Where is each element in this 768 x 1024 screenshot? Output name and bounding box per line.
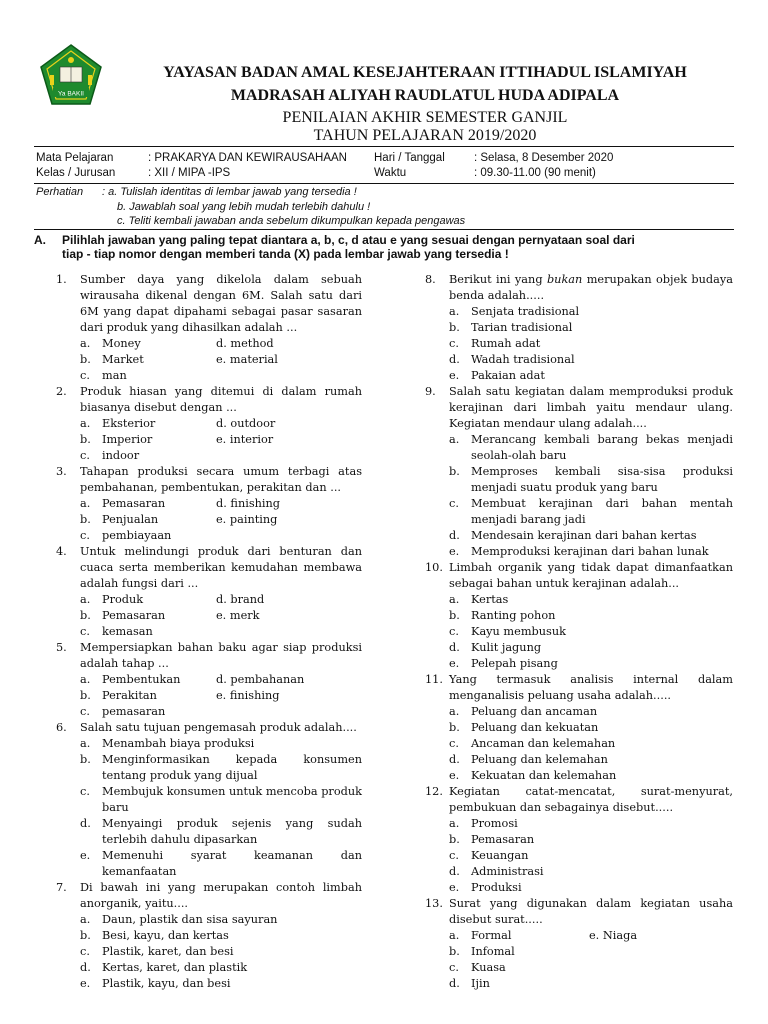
answer-option — [80, 448, 362, 464]
answer-options — [425, 704, 733, 784]
answer-option — [449, 768, 733, 784]
class-value: : XII / MIPA -IPS — [148, 167, 231, 179]
answer-options — [425, 592, 733, 672]
option-text: Kulit jagung — [471, 641, 542, 654]
answer-option — [449, 944, 733, 960]
answer-option — [449, 960, 733, 976]
option-text: Menginformasikan kepada konsumen tentang produk yang dijual — [102, 753, 362, 782]
question-item — [425, 672, 733, 784]
question-number: 12. — [425, 785, 443, 798]
answer-option — [80, 624, 362, 640]
option-text: Kuasa — [471, 961, 506, 974]
option-text: Peluang dan kelemahan — [471, 753, 608, 766]
answer-options — [56, 592, 362, 640]
option-letter: c. — [80, 625, 90, 638]
option-text: Administrasi — [471, 865, 544, 878]
option-letter: c. — [449, 497, 459, 510]
option-text: Membuat kerajinan dari bahan mentah menjadi barang jadi — [471, 497, 733, 526]
answer-option — [80, 368, 362, 384]
answer-option — [80, 688, 362, 704]
question-item — [425, 896, 733, 992]
question-number: 11. — [425, 673, 443, 686]
answer-option — [80, 848, 362, 880]
option-text: Ranting pohon — [471, 609, 556, 622]
answer-option — [449, 976, 733, 992]
answer-option — [449, 352, 733, 368]
answer-option — [80, 528, 362, 544]
option-letter: b. — [80, 433, 91, 446]
option-text: d. outdoor — [216, 417, 276, 430]
answer-option — [449, 608, 733, 624]
option-text: Besi, kayu, dan kertas — [102, 929, 229, 942]
option-text: Memproduksi kerajinan dari bahan lunak — [471, 545, 709, 558]
attention-item: b. Jawablah soal yang lebih mudah terlebih dahulu ! — [117, 201, 371, 213]
option-letter: b. — [80, 753, 91, 766]
option-text: Produksi — [471, 881, 522, 894]
option-letter: a. — [80, 913, 91, 926]
question-number: 7. — [56, 881, 67, 894]
option-text: e. finishing — [216, 689, 280, 702]
option-letter: e. — [80, 977, 91, 990]
answer-options — [425, 304, 733, 384]
option-text: man — [102, 369, 127, 382]
question-number: 8. — [425, 273, 436, 286]
option-text: Pelepah pisang — [471, 657, 558, 670]
question-text — [56, 272, 362, 336]
question-item — [56, 880, 362, 992]
question-item — [425, 384, 733, 560]
question-body: Untuk melindungi produk dari benturan dan cuaca serta memberikan kemudahan membawa adalah fungsi dari ... — [80, 545, 362, 590]
question-item — [56, 544, 362, 640]
question-text — [425, 896, 733, 928]
option-letter: a. — [80, 673, 91, 686]
option-letter: a. — [80, 593, 91, 606]
school-name: MADRASAH ALIYAH RAUDLATUL HUDA ADIPALA — [230, 87, 620, 104]
answer-option — [80, 432, 362, 448]
question-body: Salah satu tujuan pengemasah produk adalah.... — [80, 721, 357, 734]
question-item — [425, 784, 733, 896]
option-letter: b. — [449, 833, 460, 846]
option-text: Kertas, karet, dan plastik — [102, 961, 248, 974]
question-number: 1. — [56, 273, 67, 286]
answer-option — [449, 528, 733, 544]
option-text: Money — [102, 337, 141, 350]
option-text: Pemasaran — [471, 833, 535, 846]
answer-option — [80, 352, 362, 368]
option-text: e. interior — [216, 433, 274, 446]
answer-option — [449, 496, 733, 528]
question-number: 10. — [425, 561, 443, 574]
option-letter: b. — [80, 513, 91, 526]
option-letter: d. — [449, 641, 460, 654]
option-letter: b. — [80, 609, 91, 622]
option-letter: c. — [80, 369, 90, 382]
question-body: Surat yang digunakan dalam kegiatan usaha disebut surat..... — [449, 897, 733, 926]
answer-options — [56, 336, 362, 384]
question-body: Sumber daya yang dikelola dalam sebuah wirausaha dikenal dengan 6M. Salah satu dari 6M yang dapat dipahami sebagai pasar sasaran dari produk yang dihasilkan adalah ... — [80, 273, 362, 334]
option-letter: c. — [80, 705, 90, 718]
option-letter: c. — [449, 337, 459, 350]
section-instruction: Pilihlah jawaban yang paling tepat diantara a, b, c, d atau e yang sesuai dengan pernyataan soal dari — [62, 233, 635, 247]
answer-option — [449, 832, 733, 848]
option-text: d. brand — [216, 593, 265, 606]
question-item — [56, 720, 362, 880]
option-letter: b. — [449, 945, 460, 958]
attention-item: c. Teliti kembali jawaban anda sebelum dikumpulkan kepada pengawas — [117, 215, 466, 227]
answer-option — [80, 928, 362, 944]
option-text: e. material — [216, 353, 278, 366]
school-year: TAHUN PELAJARAN 2019/2020 — [313, 127, 537, 144]
option-letter: b. — [80, 689, 91, 702]
option-letter: a. — [449, 929, 460, 942]
questions-right-column — [425, 272, 733, 992]
option-letter: d. — [449, 865, 460, 878]
answer-option — [449, 304, 733, 320]
option-letter: b. — [449, 465, 460, 478]
answer-option — [449, 848, 733, 864]
answer-option — [80, 416, 362, 432]
question-text — [425, 560, 733, 592]
logo-text: Ya BAKII — [58, 90, 84, 98]
question-body: Yang termasuk analisis internal dalam menganalisis peluang usaha adalah..... — [449, 673, 733, 702]
answer-option — [80, 736, 362, 752]
option-text: Kekuatan dan kelemahan — [471, 769, 617, 782]
option-text: Pembentukan — [102, 673, 181, 686]
answer-option — [80, 976, 362, 992]
question-body: Produk hiasan yang ditemui di dalam rumah biasanya disebut dengan ... — [80, 385, 362, 414]
questions-left-column — [56, 272, 362, 992]
answer-option — [449, 320, 733, 336]
question-body: Kegiatan catat-mencatat, surat-menyurat, pembukuan dan sebagainya disebut..... — [449, 785, 733, 814]
question-number: 6. — [56, 721, 67, 734]
question-text — [425, 672, 733, 704]
option-letter: b. — [449, 609, 460, 622]
option-text: Peluang dan ancaman — [471, 705, 598, 718]
option-text: e. painting — [216, 513, 278, 526]
option-text: Kayu membusuk — [471, 625, 566, 638]
option-letter: a. — [449, 817, 460, 830]
answer-options — [56, 912, 362, 992]
option-text: Peluang dan kekuatan — [471, 721, 599, 734]
answer-option — [449, 656, 733, 672]
option-letter: e. — [449, 369, 460, 382]
answer-option — [449, 928, 733, 944]
option-letter: a. — [449, 305, 460, 318]
option-letter: e. — [449, 769, 460, 782]
answer-option — [449, 704, 733, 720]
question-text — [56, 384, 362, 416]
answer-option — [449, 464, 733, 496]
option-text: Memenuhi syarat keamanan dan kemanfaatan — [102, 849, 362, 878]
option-letter: c. — [80, 449, 90, 462]
question-body: Salah satu kegiatan dalam memproduksi produk kerajinan dari limbah yaitu mendaur ulang. Kegiatan mendaur ulang adalah.... — [449, 385, 733, 430]
question-text — [425, 784, 733, 816]
option-text: Imperior — [102, 433, 153, 446]
option-text: pemasaran — [102, 705, 166, 718]
question-text — [56, 464, 362, 496]
question-number: 4. — [56, 545, 67, 558]
option-letter: b. — [449, 721, 460, 734]
answer-option — [449, 544, 733, 560]
divider-top — [34, 146, 734, 147]
question-item — [56, 272, 362, 384]
question-text — [56, 544, 362, 592]
option-text: Merancang kembali barang bekas menjadi seolah-olah baru — [471, 433, 733, 462]
answer-option — [449, 640, 733, 656]
option-letter: a. — [80, 337, 91, 350]
option-letter: c. — [449, 737, 459, 750]
answer-option — [449, 864, 733, 880]
time-value: : 09.30-11.00 (90 menit) — [474, 167, 596, 179]
answer-options — [425, 432, 733, 560]
divider-attention — [34, 229, 734, 230]
answer-option — [449, 752, 733, 768]
subject-value: : PRAKARYA DAN KEWIRAUSAHAAN — [148, 152, 347, 164]
option-text: Plastik, karet, dan besi — [102, 945, 234, 958]
option-text: Pemasaran — [102, 497, 166, 510]
answer-options — [56, 496, 362, 544]
option-letter: c. — [449, 849, 459, 862]
attention-label: Perhatian — [36, 186, 84, 198]
answer-option — [80, 752, 362, 784]
option-letter: d. — [80, 817, 91, 830]
option-text: kemasan — [102, 625, 153, 638]
question-number: 2. — [56, 385, 67, 398]
answer-option — [80, 816, 362, 848]
option-letter: a. — [80, 417, 91, 430]
question-body: Limbah organik yang tidak dapat dimanfaatkan sebagai bahan untuk kerajinan adalah... — [449, 561, 733, 590]
answer-option — [449, 592, 733, 608]
option-text: Menambah biaya produksi — [102, 737, 255, 750]
answer-option — [80, 784, 362, 816]
option-text: Daun, plastik dan sisa sayuran — [102, 913, 278, 926]
answer-option — [449, 720, 733, 736]
option-letter: e. — [449, 545, 460, 558]
subject-label: Mata Pelajaran — [36, 152, 114, 164]
option-text: d. finishing — [216, 497, 281, 510]
answer-option — [449, 816, 733, 832]
time-label: Waktu — [374, 167, 407, 179]
option-text: Rumah adat — [471, 337, 541, 350]
option-text: Perakitan — [102, 689, 157, 702]
option-letter: c. — [449, 625, 459, 638]
option-letter: c. — [80, 945, 90, 958]
option-letter: d. — [449, 977, 460, 990]
option-text: Pakaian adat — [471, 369, 545, 382]
option-text: Ijin — [471, 977, 490, 990]
question-text-part: merupakan objek budaya benda adalah..... — [449, 273, 734, 302]
section-instruction: tiap - tiap nomor dengan memberi tanda (X) pada lembar jawab yang tersedia ! — [62, 247, 509, 261]
answer-options — [56, 416, 362, 464]
option-text: Keuangan — [471, 849, 529, 862]
question-text — [56, 720, 362, 736]
section-letter: A. — [34, 233, 46, 247]
question-item — [56, 464, 362, 544]
question-item — [425, 272, 733, 384]
answer-option — [80, 960, 362, 976]
answer-option — [449, 880, 733, 896]
option-text: Penjualan — [102, 513, 159, 526]
class-label: Kelas / Jurusan — [36, 167, 116, 179]
option-text: Tarian tradisional — [471, 321, 573, 334]
question-item — [56, 384, 362, 464]
option-letter: a. — [449, 433, 460, 446]
option-letter: e. — [449, 657, 460, 670]
option-text: Promosi — [471, 817, 518, 830]
option-text: Kertas — [471, 593, 509, 606]
option-text: e. merk — [216, 609, 260, 622]
answer-option — [80, 336, 362, 352]
answer-option — [449, 624, 733, 640]
answer-options — [56, 736, 362, 880]
question-body: Mempersiapkan bahan baku agar siap produksi adalah tahap ... — [80, 641, 362, 670]
option-text: e. Niaga — [589, 929, 638, 942]
option-text: Eksterior — [102, 417, 156, 430]
answer-option — [449, 432, 733, 464]
option-letter: b. — [80, 353, 91, 366]
option-text: Infomal — [471, 945, 515, 958]
question-text — [56, 640, 362, 672]
option-text: Wadah tradisional — [471, 353, 575, 366]
option-letter: e. — [449, 881, 460, 894]
option-letter: e. — [80, 849, 91, 862]
question-body: Tahapan produksi secara umum terbagi atas pembahanan, pembentukan, perakitan dan ... — [80, 465, 362, 494]
option-letter: c. — [80, 785, 90, 798]
foundation-name: YAYASAN BADAN AMAL KESEJAHTERAAN ITTIHADUL ISLAMIYAH — [163, 64, 687, 81]
option-letter: c. — [80, 529, 90, 542]
answer-option — [80, 496, 362, 512]
divider-info — [34, 183, 734, 184]
question-body: Di bawah ini yang merupakan contoh limbah anorganik, yaitu.... — [80, 881, 362, 910]
option-letter: b. — [449, 321, 460, 334]
option-text: indoor — [102, 449, 140, 462]
option-text: Produk — [102, 593, 144, 606]
option-letter: a. — [80, 737, 91, 750]
question-text-part: Berikut ini yang — [449, 273, 547, 286]
option-text: Mendesain kerajinan dari bahan kertas — [471, 529, 697, 542]
option-text: d. pembahanan — [216, 673, 305, 686]
option-text: Formal — [471, 929, 512, 942]
question-number: 9. — [425, 385, 436, 398]
question-text — [425, 384, 733, 432]
question-text — [56, 880, 362, 912]
attention-item: : a. Tulislah identitas di lembar jawab yang tersedia ! — [102, 186, 357, 198]
question-item — [425, 560, 733, 672]
question-emphasis: bukan — [546, 273, 583, 286]
answer-option — [80, 672, 362, 688]
option-letter: a. — [449, 593, 460, 606]
option-text: Senjata tradisional — [471, 305, 580, 318]
question-number: 13. — [425, 897, 443, 910]
answer-option — [80, 912, 362, 928]
answer-option — [80, 704, 362, 720]
option-letter: a. — [80, 497, 91, 510]
option-text: Pemasaran — [102, 609, 166, 622]
option-text: Membujuk konsumen untuk mencoba produk baru — [102, 785, 362, 814]
option-text: Market — [102, 353, 144, 366]
answer-option — [80, 608, 362, 624]
date-value: : Selasa, 8 Desember 2020 — [474, 152, 614, 164]
option-letter: a. — [449, 705, 460, 718]
answer-option — [80, 512, 362, 528]
question-number: 5. — [56, 641, 67, 654]
answer-option — [449, 368, 733, 384]
option-text: Menyaingi produk sejenis yang sudah terlebih dahulu dipasarkan — [102, 817, 362, 846]
answer-option — [80, 944, 362, 960]
question-item — [56, 640, 362, 720]
option-letter: c. — [449, 961, 459, 974]
answer-option — [449, 736, 733, 752]
answer-options — [425, 816, 733, 896]
option-text: d. method — [216, 337, 274, 350]
answer-options — [425, 928, 733, 992]
date-label: Hari / Tanggal — [374, 152, 445, 164]
option-letter: d. — [449, 753, 460, 766]
exam-title: PENILAIAN AKHIR SEMESTER GANJIL — [282, 109, 568, 126]
option-text: pembiayaan — [102, 529, 172, 542]
answer-option — [449, 336, 733, 352]
school-logo — [38, 42, 104, 108]
option-letter: d. — [80, 961, 91, 974]
answer-option — [80, 592, 362, 608]
option-letter: d. — [449, 529, 460, 542]
question-text — [425, 272, 733, 304]
option-text: Memproses kembali sisa-sisa produksi menjadi suatu produk yang baru — [471, 465, 733, 494]
option-text: Plastik, kayu, dan besi — [102, 977, 231, 990]
question-number: 3. — [56, 465, 67, 478]
answer-options — [56, 672, 362, 720]
option-letter: b. — [80, 929, 91, 942]
option-letter: d. — [449, 353, 460, 366]
option-text: Ancaman dan kelemahan — [471, 737, 616, 750]
